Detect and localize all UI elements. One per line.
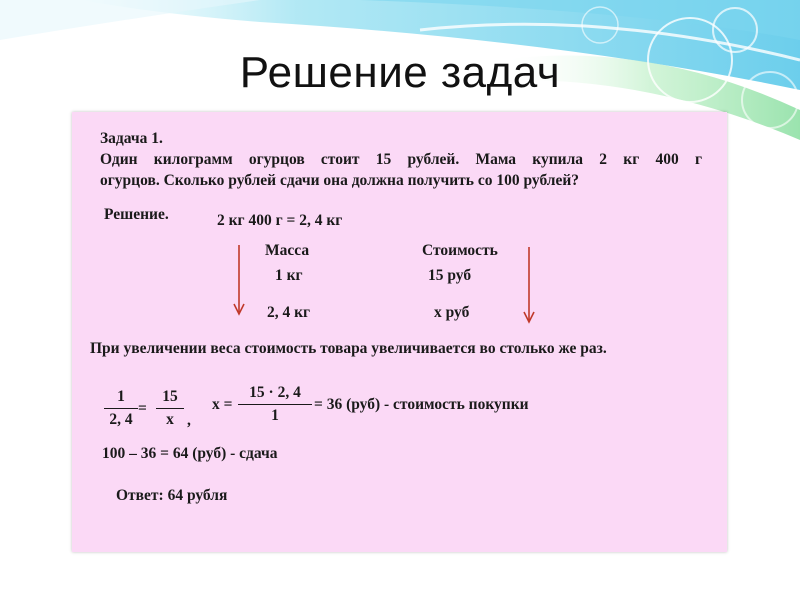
solution-label: Решение. <box>104 206 169 223</box>
calculation-result: = 36 (руб) - стоимость покупки <box>314 396 529 413</box>
task-heading: Задача 1. <box>100 130 163 147</box>
fraction-bar <box>156 408 184 409</box>
unit-conversion: 2 кг 400 г = 2, 4 кг <box>217 212 343 229</box>
fraction-left-numerator: 1 <box>117 388 125 405</box>
fraction-right-denominator: х <box>166 411 174 428</box>
task-line-1: Один килограмм огурцов стоит 15 рублей. Мама купила 2 кг 400 г <box>100 151 702 168</box>
row1-cost: 15 руб <box>428 267 472 284</box>
fraction-calc-numerator: 15 · 2, 4 <box>249 384 301 401</box>
fraction-calc <box>238 384 312 425</box>
fraction-right-numerator: 15 <box>162 388 178 405</box>
proportion-arrows <box>72 112 727 552</box>
row1-mass: 1 кг <box>275 267 303 284</box>
cost-down-arrow-icon <box>524 247 534 322</box>
mass-down-arrow-icon <box>234 245 244 314</box>
answer: Ответ: 64 рубля <box>116 487 228 504</box>
fraction-left <box>104 388 138 429</box>
row2-mass: 2, 4 кг <box>267 304 311 321</box>
row2-cost: х руб <box>434 304 470 321</box>
task-panel <box>72 112 727 552</box>
fraction-bar <box>104 408 138 409</box>
column-header-mass: Масса <box>265 242 310 259</box>
change-calculation: 100 – 36 = 64 (руб) - сдача <box>102 445 278 462</box>
fraction-calc-denominator: 1 <box>271 407 279 424</box>
slide-title: Решение задач <box>239 48 561 97</box>
rule-statement: При увеличении веса стоимость товара увеличивается во столько же раз. <box>90 340 607 357</box>
fraction-bar <box>238 404 312 405</box>
column-header-cost: Стоимость <box>422 242 498 259</box>
fraction-right <box>156 388 184 429</box>
separator-comma: , <box>187 412 191 429</box>
x-equals: х = <box>212 396 233 413</box>
fraction-left-denominator: 2, 4 <box>109 411 133 428</box>
task-line-2: огурцов. Сколько рублей сдачи она должна получить со 100 рублей? <box>100 172 580 189</box>
equals-sign: = <box>138 400 147 417</box>
